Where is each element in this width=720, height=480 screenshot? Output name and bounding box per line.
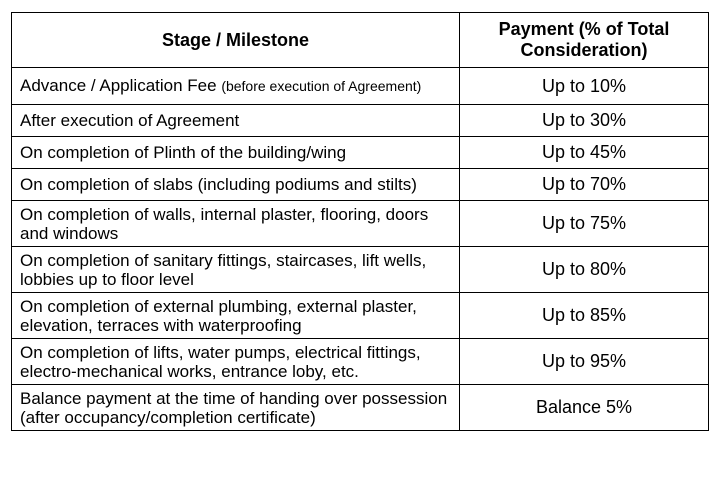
payment-cell: Up to 95% <box>460 339 709 385</box>
stage-note: (before execution of Agreement) <box>221 78 422 94</box>
stage-cell: On completion of walls, internal plaster, flooring, doors and windows <box>12 201 460 247</box>
payment-cell: Up to 80% <box>460 247 709 293</box>
stage-cell: On completion of external plumbing, external plaster, elevation, terraces with waterproofing <box>12 293 460 339</box>
stage-cell: On completion of lifts, water pumps, electrical fittings, electro-mechanical works, entrance loby, etc. <box>12 339 460 385</box>
payment-cell: Up to 70% <box>460 169 709 201</box>
table-row <box>12 105 709 137</box>
stage-text: Advance / Application Fee <box>20 76 217 95</box>
stage-cell: On completion of Plinth of the building/wing <box>12 137 460 169</box>
header-stage: Stage / Milestone <box>12 13 460 68</box>
table-row <box>12 339 709 385</box>
payment-cell: Up to 75% <box>460 201 709 247</box>
table-row <box>12 169 709 201</box>
header-row <box>12 13 709 68</box>
payment-cell: Up to 45% <box>460 137 709 169</box>
header-payment: Payment (% of Total Consideration) <box>460 13 709 68</box>
payment-cell: Balance 5% <box>460 385 709 431</box>
table-header <box>12 13 709 68</box>
table-body <box>12 68 709 431</box>
payment-schedule-table <box>11 12 709 431</box>
stage-cell: Balance payment at the time of handing over possession (after occupancy/completion certificate) <box>12 385 460 431</box>
payment-cell: Up to 30% <box>460 105 709 137</box>
stage-cell: On completion of sanitary fittings, staircases, lift wells, lobbies up to floor level <box>12 247 460 293</box>
table-row <box>12 137 709 169</box>
payment-cell: Up to 85% <box>460 293 709 339</box>
payment-cell: Up to 10% <box>460 68 709 105</box>
stage-cell: On completion of slabs (including podiums and stilts) <box>12 169 460 201</box>
table-row <box>12 68 709 105</box>
table-row <box>12 201 709 247</box>
table-row <box>12 293 709 339</box>
table-row <box>12 247 709 293</box>
stage-cell: After execution of Agreement <box>12 105 460 137</box>
table-row <box>12 385 709 431</box>
stage-cell <box>12 68 460 105</box>
